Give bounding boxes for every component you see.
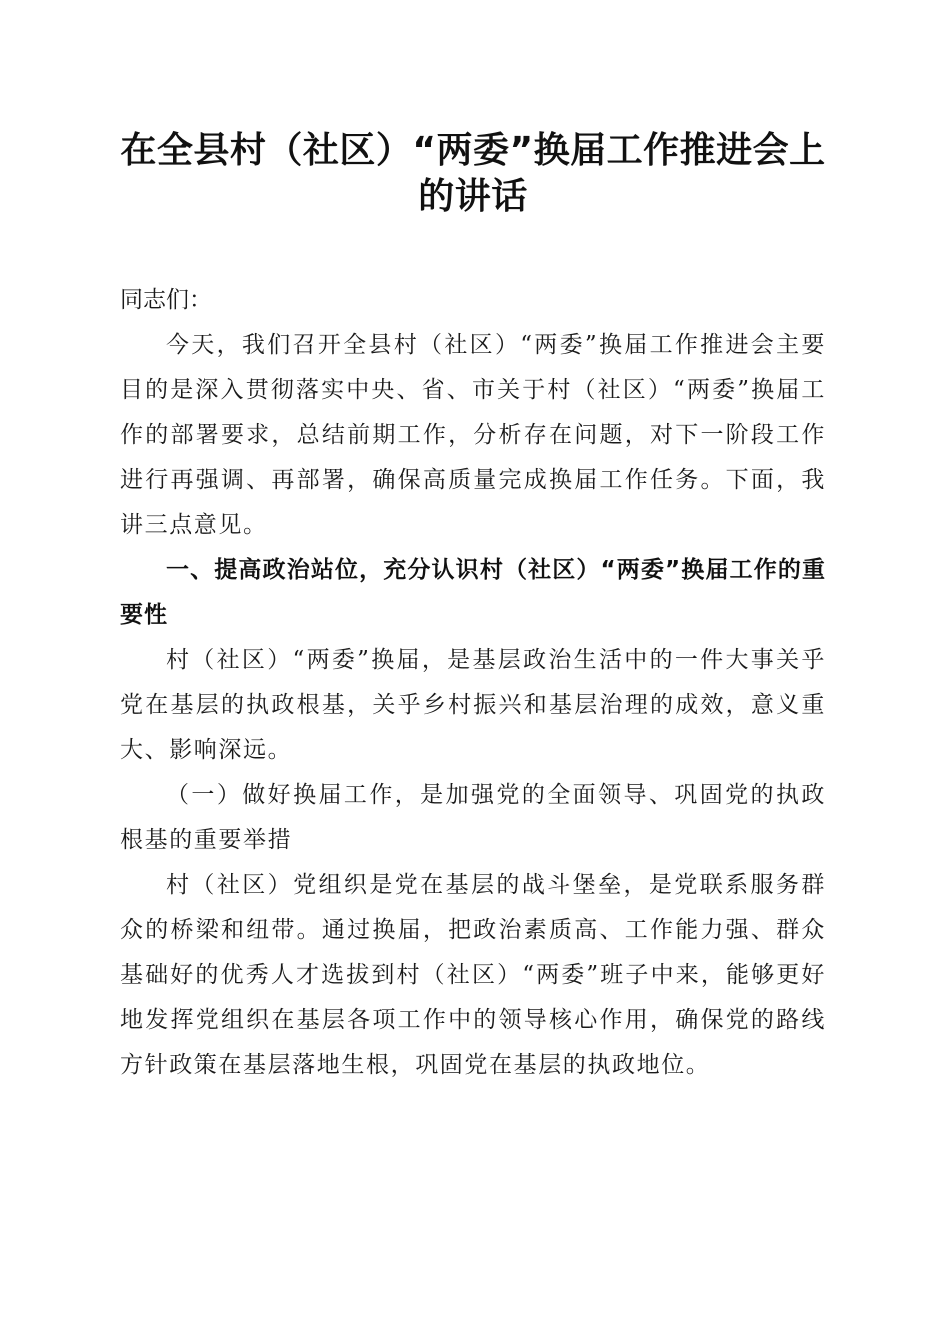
section-1-heading: 一、提高政治站位，充分认识村（社区）“两委”换届工作的重要性 xyxy=(120,557,826,628)
section-1-intro: 村（社区）“两委”换届，是基层政治生活中的一件大事关乎党在基层的执政根基，关乎乡村振兴和基层治理的成效，意义重大、影响深远。 xyxy=(120,647,826,763)
title-line-2: 的讲话 xyxy=(418,176,528,217)
subsection-1-body: 村（社区）党组织是党在基层的战斗堡垒，是党联系服务群众的桥梁和纽带。通过换届，把政治素质高、工作能力强、群众基础好的优秀人才选拔到村（社区）“两委”班子中来，能够更好地发挥党组织在基层各项工作中的领导核心作用，确保党的路线方针政策在基层落地生根，巩固党在基层的执政地位。 xyxy=(120,872,826,1078)
document-page xyxy=(120,128,826,1088)
document-title xyxy=(120,128,826,220)
salutation: 同志们： xyxy=(120,287,212,313)
subsection-1-heading: （一）做好换届工作，是加强党的全面领导、巩固党的执政根基的重要举措 xyxy=(120,782,826,853)
opening-paragraph: 今天，我们召开全县村（社区）“两委”换届工作推进会主要目的是深入贯彻落实中央、省、市关于村（社区）“两委”换届工作的部署要求，总结前期工作，分析存在问题，对下一阶段工作进行再强调、再部署，确保高质量完成换届工作任务。下面，我讲三点意见。 xyxy=(120,332,826,538)
title-line-1: 在全县村（社区）“两委”换届工作推进会上 xyxy=(120,130,826,171)
